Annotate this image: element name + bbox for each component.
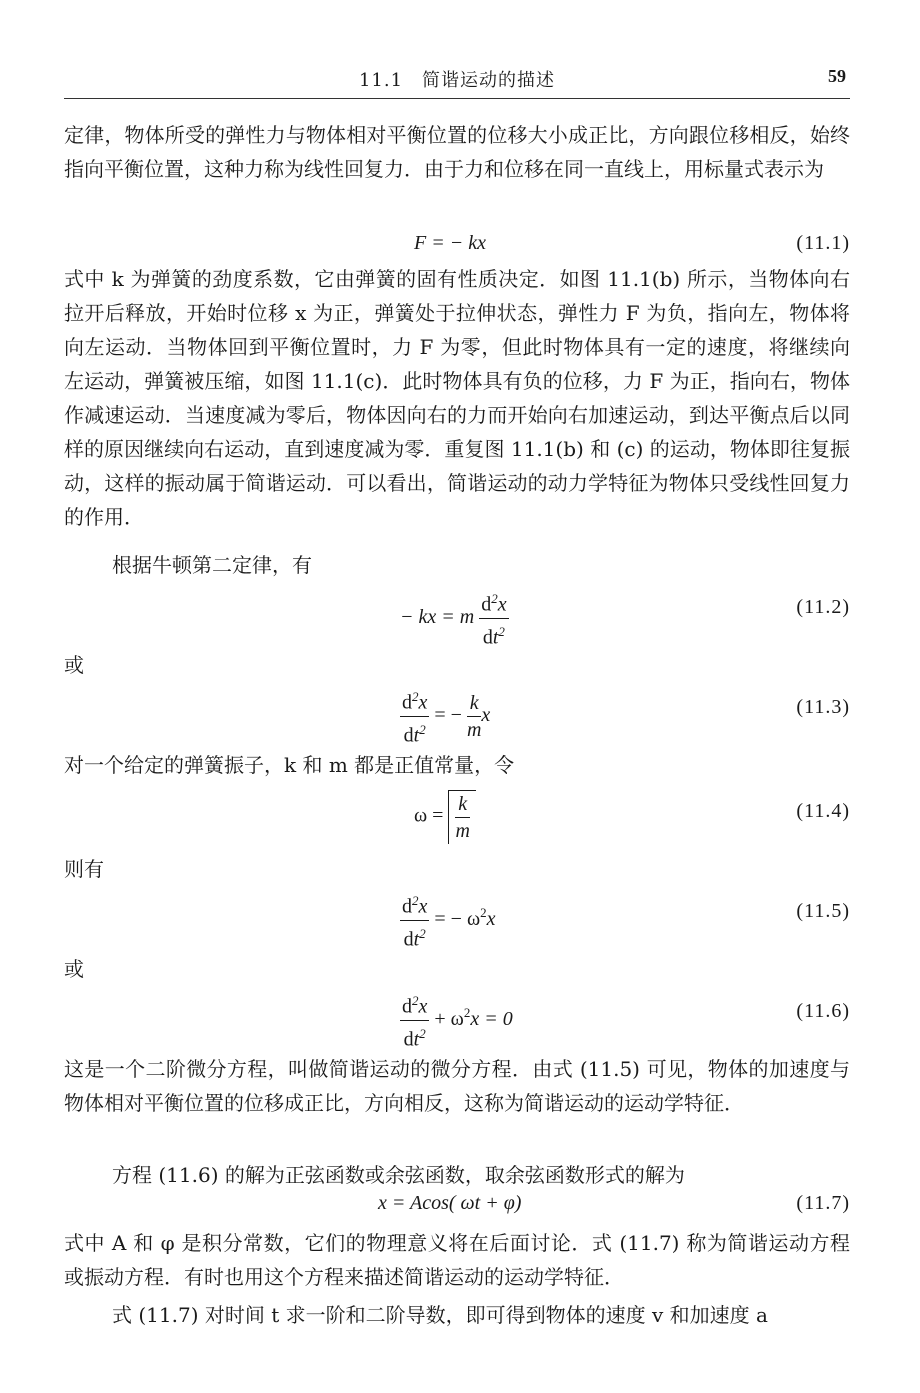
equation-11-5: $\frac{d^2x}{dt^2}$ = − $\omega^2x$ [400, 888, 496, 952]
section-title: 11.1 简谐运动的描述 [358, 70, 556, 91]
equation-11-1: F = − kx [414, 232, 486, 254]
equation-number-11-7: (11.7) [796, 1192, 850, 1214]
or-label-2: 或 [64, 957, 84, 981]
equation-number-11-4: (11.4) [796, 800, 850, 822]
equation-11-7: x = Acos( ωt + φ) [378, 1192, 522, 1214]
paragraph-1: 定律，物体所受的弹性力与物体相对平衡位置的位移大小成正比，方向跟位移相反，始终指向平衡位置，这种力称为线性回复力．由于力和位移在同一直线上，用标量式表示为 [64, 123, 850, 181]
paragraph-8: 式 (11.7) 对时间 t 求一阶和二阶导数，即可得到物体的速度 v 和加速度 a [112, 1303, 768, 1327]
paragraph-6: 方程 (11.6) 的解为正弦函数或余弦函数，取余弦函数形式的解为 [112, 1163, 685, 1187]
paragraph-3: 根据牛顿第二定律，有 [112, 553, 312, 577]
paragraph-2: 式中 k 为弹簧的劲度系数，它由弹簧的固有性质决定．如图 11.1(b) 所示，当物体向右拉开后释放，开始时位移 x 为正，弹簧处于拉伸状态，弹性力 F 为负，指向左，物体将向左运动．当物体回到平衡位置时，力 F 为零，但此时物体具有一定的速度，将继续向左运动，弹簧被压缩，如图 11.1(c)．此时物体具有负的位移，力 F 为正，指向右，物体作减速运动．当速度减为零后，物体因向右的力而开始向右加速运动，到达平衡点后以同样的原因继续向右运动，直到速度减为零．重复图 11.1(b) 和 (c) 的运动，物体即往复振动，这样的振动属于简谐运动．可以看出，简谐运动的动力学特征为物体只受线性回复力的作用． [64, 267, 850, 529]
equation-number-11-2: (11.2) [796, 596, 850, 618]
equation-number-11-5: (11.5) [796, 900, 850, 922]
square-root: $\frac{k}{m}$ [448, 790, 475, 844]
equation-11-6: $\frac{d^2x}{dt^2}$ + $\omega^2x = 0$ [400, 988, 513, 1052]
or-label-1: 或 [64, 653, 84, 677]
equation-number-11-1: (11.1) [796, 232, 850, 254]
fraction-d2x-dt2: $\frac{d^2x}{dt^2}$ [479, 586, 508, 650]
equation-number-11-6: (11.6) [796, 1000, 850, 1022]
page-number: 59 [828, 66, 846, 86]
paragraph-5: 这是一个二阶微分方程，叫做简谐运动的微分方程．由式 (11.5) 可见，物体的加速度与物体相对平衡位置的位移成正比，方向相反，这称为简谐运动的运动学特征． [64, 1057, 850, 1115]
equation-11-2: − kx = m $\frac{d^2x}{dt^2}$ [400, 586, 509, 650]
equation-11-4: ω = $\frac{k}{m}$ [414, 790, 476, 844]
paragraph-4: 对一个给定的弹簧振子，k 和 m 都是正值常量，令 [64, 753, 515, 777]
equation-number-11-3: (11.3) [796, 696, 850, 718]
equation-11-3: $\frac{d^2x}{dt^2}$ = − $\frac{k}{m}$ x [400, 684, 490, 748]
page-header [64, 60, 850, 99]
paragraph-7: 式中 A 和 φ 是积分常数，它们的物理意义将在后面讨论．式 (11.7) 称为简谐运动方程或振动方程．有时也用这个方程来描述简谐运动的运动学特征． [64, 1231, 850, 1289]
then-label: 则有 [64, 857, 104, 881]
